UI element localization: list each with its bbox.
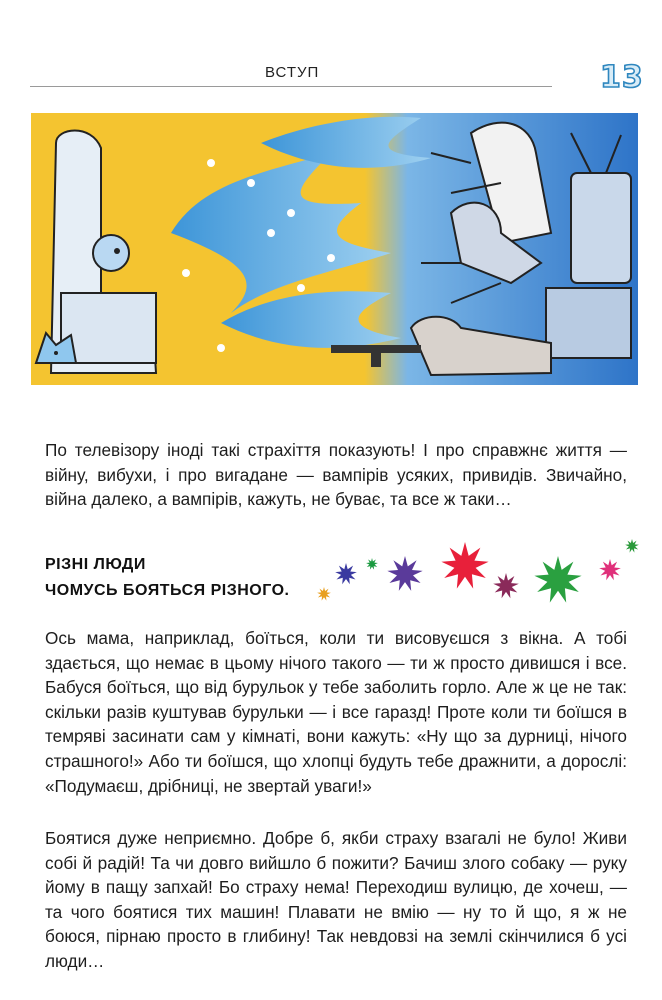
decorative-stars	[310, 530, 650, 610]
heading-line-1: РІЗНІ ЛЮДИ	[45, 556, 146, 573]
star-shape	[387, 556, 422, 591]
star-shape	[625, 539, 639, 553]
paragraph-no-fear: Боятися дуже неприємно. Добре б, якби страху взагалі не було! Живи собі й радій! Та чи довго вийшло б пожити? Бачиш злого собаку — руку йому в пащу запхай! Бо страху нема! Переходиш вулицю, де хочеш, — та чого боятися тих машин! Плавати не вмію — ну то й що, я ж не боюся, пірнаю просто в глибину! Так невдовзі на землі скінчилися б усі люди…	[45, 828, 627, 971]
star-shape	[335, 563, 357, 584]
star-shape	[493, 573, 519, 598]
star-shape	[366, 558, 378, 570]
heading-line-2: ЧОМУСЬ БОЯТЬСЯ РІЗНОГО.	[45, 582, 290, 599]
star-shape	[441, 542, 488, 589]
page-header	[30, 60, 645, 100]
section-heading	[45, 552, 289, 604]
paragraph-tv-horrors: По телевізору іноді такі страхіття показують! І про справжнє життя — війну, вибухи, і про вигадане — вампірів усяких, привидів. Звичайно, війна далеко, а вампірів, кажуть, не буває, та все ж таки…	[45, 440, 627, 510]
page-number: 13	[600, 60, 644, 95]
star-shape	[534, 556, 581, 603]
tv-fear-illustration	[31, 113, 638, 385]
header-divider	[30, 86, 552, 87]
section-title: ВСТУП	[265, 64, 320, 81]
paragraph-parents-fears: Ось мама, наприклад, боїться, коли ти висовуєшся з вікна. А тобі здається, що немає в цьому нічого такого — ти ж просто дивишся і все. Бабуся боїться, що від бурульок у тебе заболить горло. Але ж це не так: скільки разів куштував бурульки — і все гаразд! Проте коли ти боїшся в темряві засинати сам у кімнаті, вони кажуть: «Ну що за дурниці, нічого страшного!» Або ти боїшся, що хлопці будуть тебе дражнити, а дорослі: «Подумаєш, дрібниці, не звертай уваги!»	[45, 628, 627, 796]
star-shape	[599, 559, 621, 580]
star-shape	[317, 587, 331, 601]
